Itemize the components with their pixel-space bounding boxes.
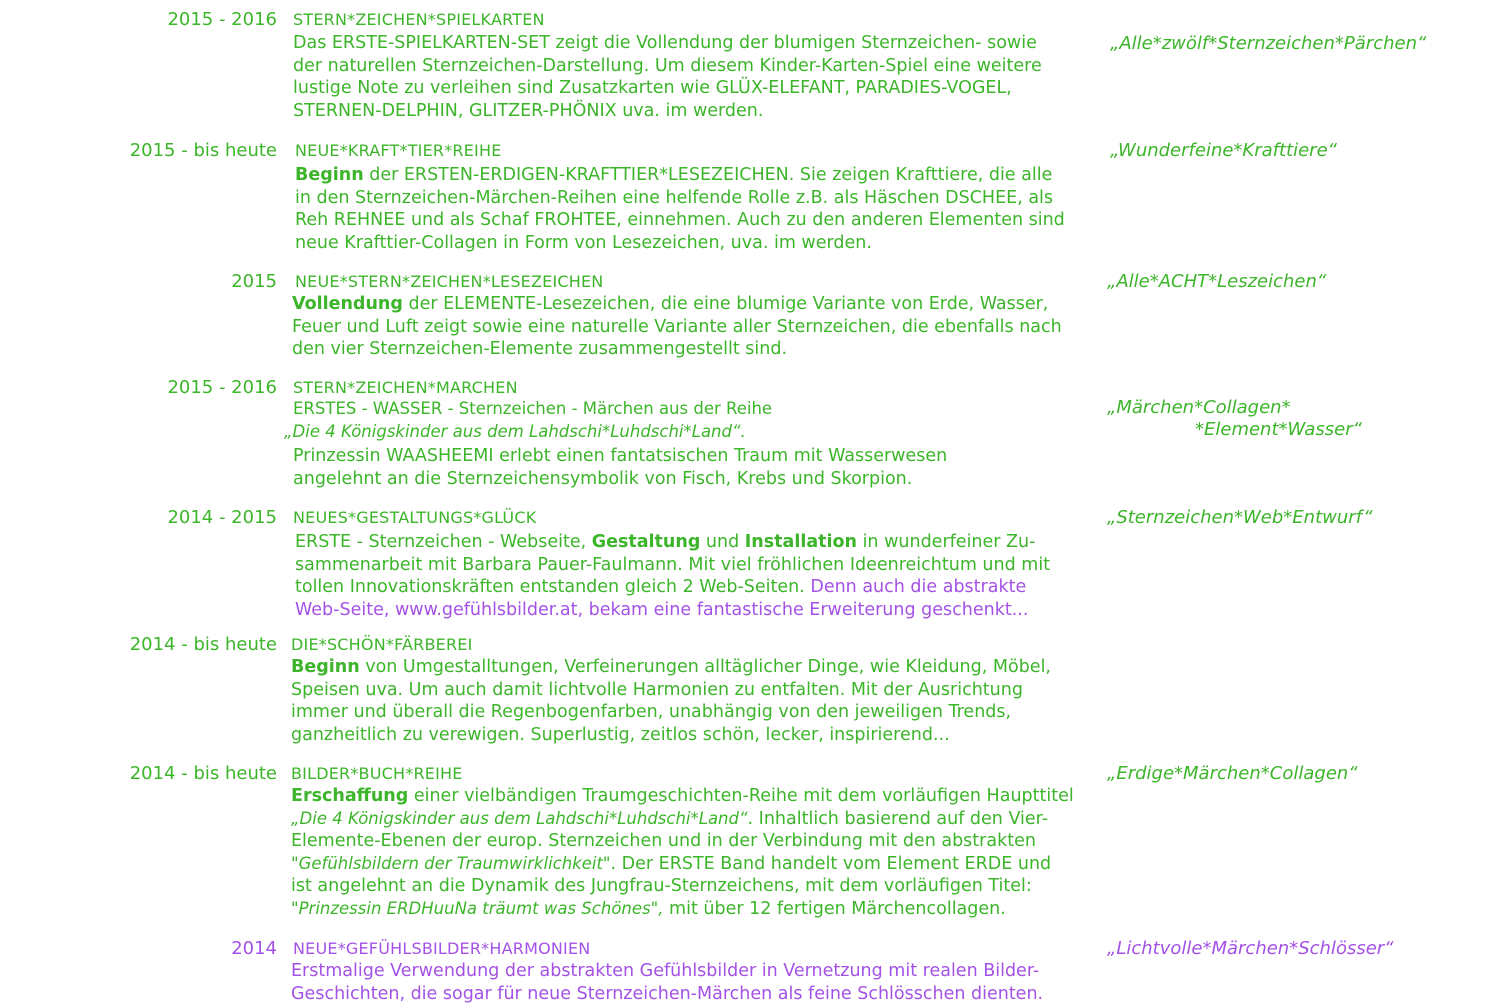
body-line: ist angelehnt an die Dynamik des Jungfrau-Sternzeichens, mit dem vorläufigen Titel: [291,876,1032,896]
body-line: STERNEN-DELPHIN, GLITZER-PHÖNIX uva. im werden. [293,100,764,121]
entry-heading: NEUE*STERN*ZEICHEN*LESEZEICHEN [295,272,604,291]
entry-quote: „Alle*ACHT*Leszeichen“ [1107,271,1327,292]
body-line: lustige Note zu verleihen sind Zusatzkarten wie GLÜX-ELEFANT, PARADIES-VOGEL, [293,78,1012,98]
entry-quote: „Wunderfeine*Krafttiere“ [1110,140,1337,161]
entry-quote: „Märchen*Collagen* *Element*Wasser“ [1107,397,1362,440]
entry-year: 2015 - 2016 [167,377,277,398]
body-line: neue Krafttier-Collagen in Form von Lesezeichen, uva. im werden. [295,232,872,253]
entry-quote: „Alle*zwölf*Sternzeichen*Pärchen“ [1110,33,1427,54]
emphasis: Gestaltung [591,532,701,552]
entry-year: 2014 - bis heute [129,763,277,784]
entry-quote: „Erdige*Märchen*Collagen“ [1107,763,1358,784]
body-line: der naturellen Sternzeichen-Darstellung. Um diesem Kinder-Karten-Spiel eine weitere [293,55,1042,76]
entry-year: 2014 [231,938,277,959]
entry-year: 2015 - bis heute [129,140,277,161]
entry-heading: NEUES*GESTALTUNGS*GLÜCK [293,508,537,527]
series-title: „Die 4 Königskinder aus dem Lahdschi*Luhdschi*Land“. [284,421,746,441]
entry-body: Erschaffung einer vielbändigen Traumgeschichten-Reihe mit dem vorläufigen Haupttitel „Die 4 Königskinder aus dem Lahdschi*Luhdschi*Land“. Inhaltlich basierend auf den Vier- Elemente-Ebenen der europ. Sternzeichen und in der Verbindung mit den abstrakten "Gefühlsbildern der Traumwirklichkeit". Der ERSTE Band handelt vom Element ERDE und ist angelehnt an die Dynamik des Jungfrau-Sternzeichens, mit dem vorläufigen Titel: "Prinzessin ERDHuuNa träumt was Schönes", mit über 12 fertigen Märchencollagen. [291,786,1074,919]
body-line: immer und überall die Regenbogenfarben, unabhängig von den jeweiligen Trends, [291,702,1012,722]
body-line: ganzheitlich zu verewigen. Superlustig, zeitlos schön, lecker, inspirierend... [291,724,950,745]
body-line: angelehnt an die Sternzeichensymbolik von Fisch, Krebs und Skorpion. [293,468,913,489]
body-line: Reh REHNEE und als Schaf FROHTEE, einnehmen. Auch zu den anderen Elementen sind [295,210,1065,230]
entry-body [284,398,948,490]
entry-quote: „Lichtvolle*Märchen*Schlösser“ [1107,938,1394,959]
entry-year: 2015 - 2016 [167,9,277,30]
emphasis: Beginn [295,165,364,185]
entry-year: 2014 - 2015 [167,507,277,528]
entry-year: 2015 [231,271,277,292]
entry-heading: NEUE*KRAFT*TIER*REIHE [295,141,502,160]
entry-body [291,960,1043,1005]
body-line: Prinzessin WAASHEEMI erlebt einen fantatsischen Traum mit Wasserwesen [293,446,948,466]
body-line: den vier Sternzeichen-Elemente zusammengestellt sind. [292,339,788,359]
body-line: sammenarbeit mit Barbara Pauer-Faulmann. Mit viel fröhlichen Ideenreichtum und mit [295,554,1051,575]
entry-body: Vollendung der ELEMENTE-Lesezeichen, die eine blumige Variante von Erde, Wasser, Feuer und Luft zeigt sowie eine naturelle Variante aller Sternzeichen, die ebenfalls nach den vier Sternzeichen-Elemente zusammengestellt sind. [292,294,1062,359]
entry-body: Beginn der ERSTEN-ERDIGEN-KRAFTTIER*LESEZEICHEN. Sie zeigen Krafttiere, die alle in den Sternzeichen-Märchen-Reihen eine helfende Rolle z.B. als Häschen DSCHEE, als Reh REHNEE und als Schaf FROHTEE, einnehmen. Auch zu den anderen Elementen sind neue Krafttier-Collagen in Form von Lesezeichen, uva. im werden. [295,165,1065,253]
emphasis: Erschaffung [291,786,409,806]
body-line: ERSTES - WASSER - Sternzeichen - Märchen aus der Reihe [293,399,773,418]
entry-heading: NEUE*GEFÜHLSBILDER*HARMONIEN [293,939,591,958]
body-line: Das ERSTE-SPIELKARTEN-SET zeigt die Vollendung der blumigen Sternzeichen- sowie [293,33,1037,53]
entry-body: ERSTE - Sternzeichen - Webseite, Gestaltung und Installation in wunderfeiner Zu- sammenarbeit mit Barbara Pauer-Faulmann. Mit viel fröhlichen Ideenreichtum und mit tollen Innovationskräften entstanden gleich 2 Web-Seiten. Denn auch die abstrakte Web-Seite, www.gefühlsbilder.at, bekam eine fantastische Erweiterung geschenkt... [295,532,1051,620]
entry-year: 2014 - bis heute [129,634,277,655]
body-line: Geschichten, die sogar für neue Sternzeichen-Märchen als feine Schlösschen dienten. [291,983,1044,1004]
body-line: Speisen uva. Um auch damit lichtvolle Harmonien zu entfalten. Mit der Ausrichtung [291,679,1023,700]
body-line: in den Sternzeichen-Märchen-Reihen eine helfende Rolle z.B. als Häschen DSCHEE, als [295,187,1054,208]
entry-body: Beginn von Umgestalltungen, Verfeinerungen alltäglicher Dinge, wie Kleidung, Möbel, Speisen uva. Um auch damit lichtvolle Harmonien zu entfalten. Mit der Ausrichtung immer und überall die Regenbogenfarben, unabhängig von den jeweiligen Trends, ganzheitlich zu verewigen. Superlustig, zeitlos schön, lecker, inspirierend... [291,657,1051,745]
entry-heading: BILDER*BUCH*REIHE [291,764,463,783]
entry-body [293,32,1042,122]
emphasis: Installation [744,532,857,552]
body-line: Erstmalige Verwendung der abstrakten Gefühlsbilder in Vernetzung mit realen Bilder- [291,961,1040,981]
body-line: Elemente-Ebenen der europ. Sternzeichen und in der Verbindung mit den abstrakten [291,831,1036,851]
body-line: Web-Seite, www.gefühlsbilder.at, bekam eine fantastische Erweiterung geschenkt... [295,599,1029,620]
entry-heading: STERN*ZEICHEN*MARCHEN [293,378,518,397]
series-title: „Die 4 Königskinder aus dem Lahdschi*Luhdschi*Land“ [291,808,748,828]
entry-quote: „Sternzeichen*Web*Entwurf“ [1107,507,1373,528]
emphasis: Vollendung [292,294,403,314]
book-title: "Prinzessin ERDHuuNa träumt was Schönes", [291,898,664,918]
entry-heading: DIE*SCHÖN*FÄRBEREI [291,635,473,654]
emphasis: Beginn [291,657,360,677]
entry-heading: STERN*ZEICHEN*SPIELKARTEN [293,10,545,29]
series-title: "Gefühlsbildern der Traumwirklichkeit" [291,853,611,873]
body-line: Feuer und Luft zeigt sowie eine naturelle Variante aller Sternzeichen, die ebenfalls nach [292,316,1062,337]
